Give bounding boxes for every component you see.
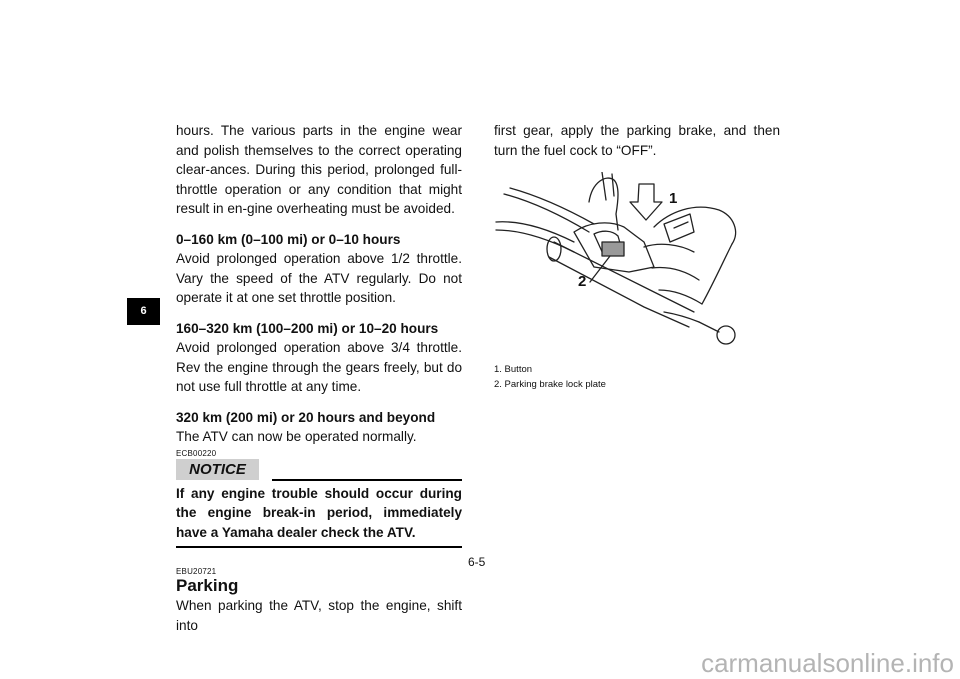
stage2-heading: 160–320 km (100–200 mi) or 10–20 hours [176, 320, 439, 336]
parking-brake-lock-illustration [494, 172, 744, 347]
stage3-heading: 320 km (200 mi) or 20 hours and beyond [176, 409, 436, 425]
notice-bottom-rule [176, 546, 462, 548]
section-title: Parking [176, 576, 239, 595]
stage1-text: Avoid prolonged operation above 1/2 throttle. Vary the speed of the ATV regularly. Do not operate it at one set throttle position. [176, 251, 462, 305]
left-column [176, 121, 462, 635]
intro-paragraph: hours. The various parts in the engine wear and polish themselves to the correct operating clear-ances. During this period, prolonged full-throttle operation or any condition that might result in en-gine overheating must be avoided. [176, 123, 462, 216]
notice-badge: NOTICE [176, 459, 259, 480]
page-number: 6-5 [468, 555, 486, 569]
notice-rule [272, 479, 462, 481]
callout-1: 1 [669, 190, 678, 207]
stage3-text: The ATV can now be operated normally. [176, 429, 417, 444]
watermark: carmanualsonline.info [701, 648, 954, 678]
notice-text: If any engine trouble should occur during the engine break-in period, immediately have a Yamaha dealer check the ATV. [176, 485, 462, 540]
caption-item: 2. Parking brake lock plate [494, 379, 606, 390]
notice-header [176, 459, 462, 481]
figure-captions [494, 362, 780, 392]
parking-brake-figure [494, 172, 744, 347]
continued-text: first gear, apply the parking brake, and then turn the fuel cock to “OFF”. [494, 123, 780, 158]
stage2-text: Avoid prolonged operation above 3/4 throttle. Rev the engine through the gears freely, but do not use full throttle at any time. [176, 340, 462, 394]
notice-code: ECB00220 [176, 448, 217, 458]
right-column [494, 121, 780, 392]
chapter-tab: 6 [127, 298, 160, 325]
callout-2: 2 [578, 273, 587, 290]
section-code: EBU20721 [176, 567, 217, 576]
stage1-heading: 0–160 km (0–100 mi) or 0–10 hours [176, 231, 401, 247]
section-text: When parking the ATV, stop the engine, shift into [176, 598, 462, 633]
caption-item: 1. Button [494, 364, 533, 375]
